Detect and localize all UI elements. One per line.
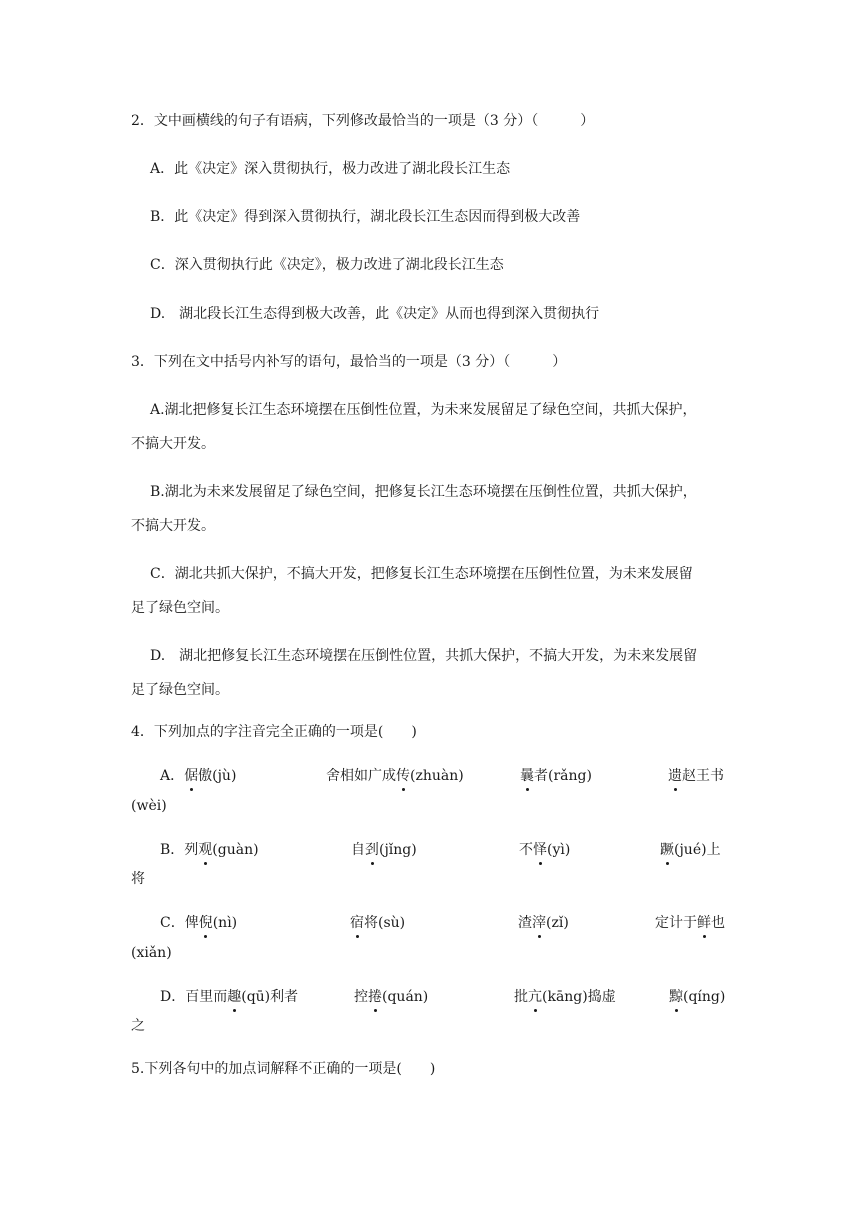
dotted-char: 刭 [365, 842, 379, 858]
question-3-option-b: B.湖北为未来发展留足了绿色空间，把修复长江生态环境摆在压倒性位置，共抓大保护， [150, 484, 697, 500]
question-3-stem: 3．下列在文中括号内补写的语句，最恰当的一项是（3 分）（ ） [131, 354, 567, 370]
question-3-option-c-continued: 足了绿色空间。 [131, 600, 229, 616]
question-4-option-d-item-1: D．百里而趣(qū)利者 [160, 989, 299, 1005]
dotted-char: 滓 [532, 915, 546, 931]
dotted-char: 黥 [669, 989, 683, 1005]
dotted-char: 遗 [668, 768, 682, 784]
question-4-option-c-item-3: 渣滓(zǐ) [518, 915, 569, 931]
question-4-option-d-item-4: 黥(qíng) [669, 989, 726, 1005]
question-4-option-c-wrap: (xiǎn) [131, 945, 172, 961]
dotted-char: 倨 [184, 768, 199, 784]
dotted-char: 倪 [198, 915, 213, 931]
dotted-char: 观 [198, 842, 213, 858]
question-2-option-b: B．此《决定》得到深入贯彻执行，湖北段长江生态因而得到极大改善 [150, 209, 581, 225]
dotted-char: 怿 [533, 842, 547, 858]
question-2-option-d: D. 湖北段长江生态得到极大改善，此《决定》从而也得到深入贯彻执行 [150, 306, 600, 322]
question-4-stem: 4．下列加点的字注音完全正确的一项是( ) [131, 724, 417, 740]
question-4-option-b-item-2: 自刭(jǐng) [351, 842, 417, 858]
question-4-option-b-wrap: 将 [131, 871, 145, 887]
question-3-option-d: D. 湖北把修复长江生态环境摆在压倒性位置，共抓大保护，不搞大开发，为未来发展留 [150, 648, 698, 664]
dotted-char: 传 [396, 768, 410, 784]
question-4-option-a-item-2: 舍相如广成传(zhuàn) [326, 768, 464, 784]
question-4-option-a-item-1: A．倨傲(jù) [160, 768, 237, 784]
question-4-option-c-item-2: 宿将(sù) [350, 915, 406, 931]
question-4-option-d-item-2: 控捲(quán) [354, 989, 429, 1005]
question-3-option-b-continued: 不搞大开发。 [131, 518, 215, 534]
dotted-char: 曩 [520, 768, 534, 784]
question-3-option-a-continued: 不搞大开发。 [131, 436, 215, 452]
dotted-char: 捲 [368, 989, 382, 1005]
question-3-option-c: C．湖北共抓大保护，不搞大开发，把修复长江生态环境摆在压倒性位置，为未来发展留 [150, 566, 693, 582]
question-4-option-b-item-4: 蹶(jué)上 [660, 842, 721, 858]
question-4-option-c-item-1: C．俾倪(nì) [160, 915, 238, 931]
question-4-option-a-item-4: 遗赵王书 [668, 768, 724, 784]
dotted-char: 趣 [227, 989, 242, 1005]
question-4-option-a-wrap: (wèi) [131, 798, 167, 814]
question-4-option-b-item-1: B．列观(guàn) [160, 842, 259, 858]
question-4-option-b-item-3: 不怿(yì) [519, 842, 571, 858]
dotted-char: 亢 [528, 989, 542, 1005]
dotted-char: 蹶 [660, 842, 674, 858]
question-4-option-c-item-4: 定计于鲜也 [655, 915, 725, 931]
question-3-option-a: A.湖北把修复长江生态环境摆在压倒性位置，为未来发展留足了绿色空间，共抓大保护， [150, 402, 697, 418]
dotted-char: 鲜 [697, 915, 711, 931]
question-5-stem: 5.下列各句中的加点词解释不正确的一项是( ) [131, 1061, 436, 1077]
question-4-option-a-item-3: 曩者(rǎng) [520, 768, 592, 784]
question-4-option-d-item-3: 批亢(kāng)捣虚 [514, 989, 616, 1005]
question-2-option-a: A．此《决定》深入贯彻执行，极力改进了湖北段长江生态 [150, 161, 511, 177]
dotted-char: 宿 [350, 915, 364, 931]
question-4-option-d-wrap: 之 [131, 1018, 145, 1034]
question-3-option-d-continued: 足了绿色空间。 [131, 682, 229, 698]
question-2-stem: 2．文中画横线的句子有语病，下列修改最恰当的一项是（3 分）（ ） [131, 113, 595, 129]
question-2-option-c: C．深入贯彻执行此《决定》，极力改进了湖北段长江生态 [150, 257, 504, 273]
